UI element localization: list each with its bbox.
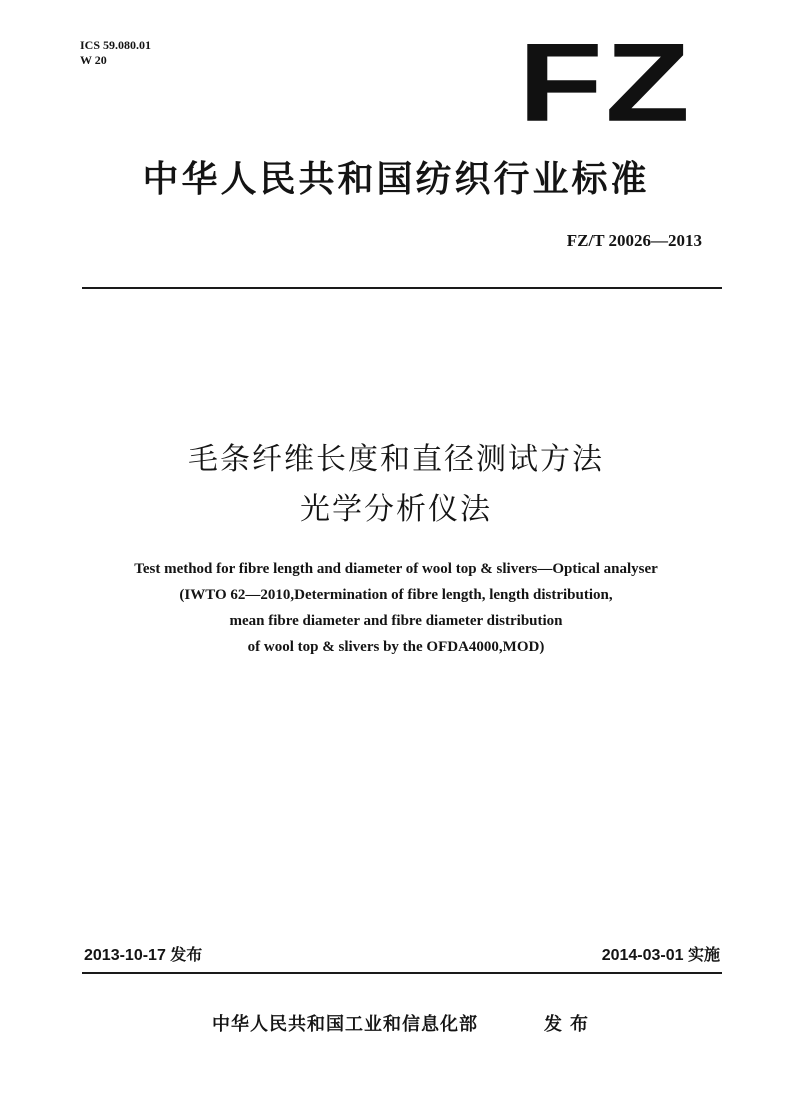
issue-date: 2013-10-17 发布 [84, 947, 203, 964]
title-en-line1: Test method for fibre length and diameter of wool top & slivers—Optical analyser [134, 561, 658, 577]
title-en-line2: (IWTO 62—2010,Determination of fibre length, length distribution, [179, 587, 613, 603]
issuer-label: 发布 [544, 1014, 596, 1035]
standard-number: FZ/T 20026—2013 [566, 231, 702, 250]
header-divider [82, 287, 722, 289]
org-title: 中华人民共和国纺织行业标准 [142, 159, 650, 200]
ccs-code: W 20 [80, 53, 107, 67]
implement-date: 2014-03-01 实施 [601, 947, 720, 964]
title-en [0, 556, 792, 660]
title-en-line3: mean fibre diameter and fibre diameter distribution [229, 613, 563, 629]
classification-codes [80, 38, 151, 68]
title-cn-line2: 光学分析仪法 [300, 492, 492, 527]
ics-code: ICS 59.080.01 [80, 38, 152, 52]
title-en-line4: of wool top & slivers by the OFDA4000,MOD) [247, 639, 545, 655]
footer-divider [82, 972, 722, 974]
issuer-name: 中华人民共和国工业和信息化部 [212, 1014, 478, 1035]
title-cn-line1: 毛条纤维长度和直径测试方法 [188, 442, 604, 477]
fz-logo: FZ [518, 20, 693, 146]
